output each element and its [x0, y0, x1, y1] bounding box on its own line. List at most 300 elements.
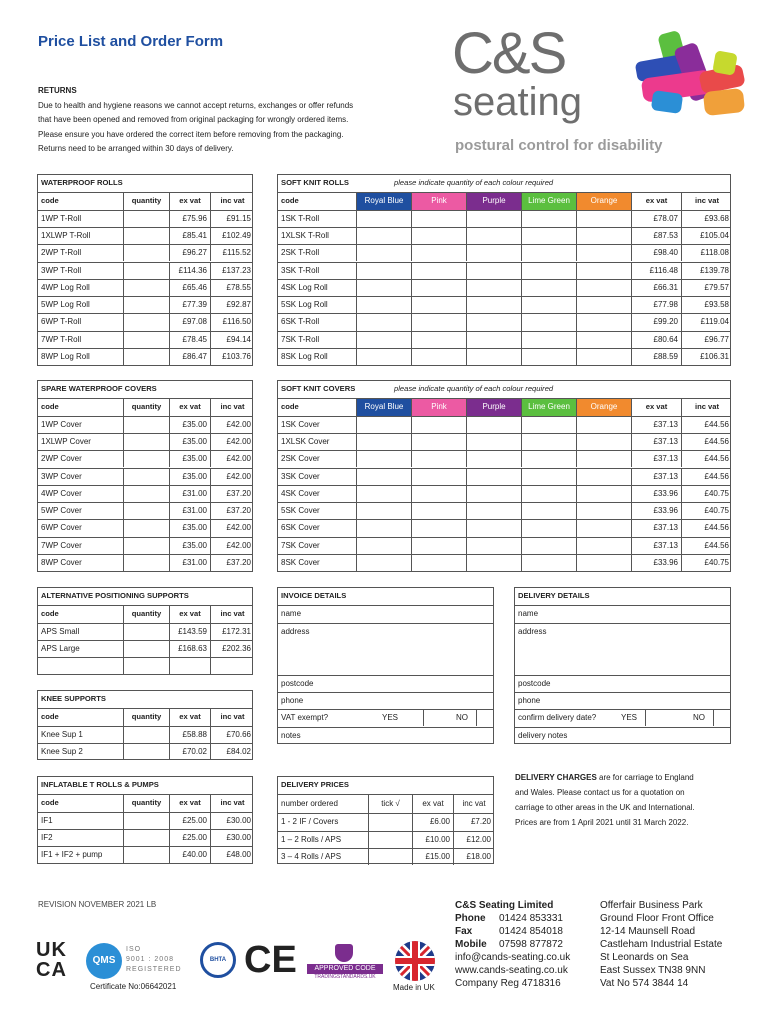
- confirm-date-label: confirm delivery date?: [518, 713, 597, 723]
- price-inc-vat: £44.56: [681, 451, 732, 467]
- quantity-input[interactable]: [123, 469, 169, 485]
- quantity-input[interactable]: [123, 314, 169, 330]
- product-code: 1XLSK Cover: [281, 436, 330, 446]
- quantity-royal-blue-input[interactable]: [356, 538, 411, 554]
- price-inc-vat: £48.00: [210, 847, 254, 863]
- table-row: [278, 331, 730, 348]
- vat-no-checkbox[interactable]: [476, 710, 494, 726]
- quantity-orange-input[interactable]: [576, 434, 631, 450]
- invoice-postcode-field[interactable]: postcode: [281, 678, 314, 688]
- product-code: IF1: [41, 815, 53, 825]
- price-ex-vat: £88.59: [631, 349, 681, 365]
- price-inc-vat: £91.15: [210, 211, 254, 227]
- confirm-no-checkbox[interactable]: [713, 710, 731, 726]
- product-code: 4SK Log Roll: [281, 282, 328, 292]
- quantity-royal-blue-input[interactable]: [356, 228, 411, 244]
- price-ex-vat: £75.96: [169, 211, 210, 227]
- approved-code-shield-icon: [335, 944, 353, 962]
- price-inc-vat: £37.20: [210, 555, 254, 571]
- table-row: [38, 846, 252, 863]
- quantity-pink-input[interactable]: [411, 417, 466, 433]
- price-ex-vat: £31.00: [169, 486, 210, 502]
- phone-number[interactable]: 01424 853331: [499, 913, 563, 924]
- email-link[interactable]: info@cands-seating.co.uk: [455, 952, 571, 963]
- product-code: IF1 + IF2 + pump: [41, 850, 103, 860]
- price-inc-vat: £44.56: [681, 469, 732, 485]
- price-inc-vat: £42.00: [210, 469, 254, 485]
- quantity-royal-blue-input[interactable]: [356, 451, 411, 467]
- quantity-royal-blue-input[interactable]: [356, 469, 411, 485]
- quantity-input[interactable]: [123, 263, 169, 279]
- delivery-phone-field[interactable]: phone: [518, 695, 541, 705]
- invoice-notes-field[interactable]: notes: [281, 730, 301, 740]
- delivery-inc-vat: £12.00: [453, 832, 494, 848]
- header-inc-vat: inc vat: [210, 606, 254, 622]
- quantity-orange-input[interactable]: [576, 228, 631, 244]
- price-inc-vat: £42.00: [210, 520, 254, 536]
- quantity-purple-input[interactable]: [466, 503, 521, 519]
- quantity-lime-green-input[interactable]: [521, 280, 576, 296]
- quantity-lime-green-input[interactable]: [521, 228, 576, 244]
- quantity-pink-input[interactable]: [411, 349, 466, 365]
- delivery-inc-vat: £18.00: [453, 849, 494, 865]
- quantity-orange-input[interactable]: [576, 263, 631, 279]
- quantity-purple-input[interactable]: [466, 332, 521, 348]
- price-ex-vat: [169, 658, 210, 674]
- quantity-lime-green-input[interactable]: [521, 263, 576, 279]
- quantity-input[interactable]: [123, 727, 169, 743]
- delivery-charges-bold: DELIVERY CHARGES: [515, 773, 597, 782]
- quantity-orange-input[interactable]: [576, 332, 631, 348]
- price-ex-vat: £65.46: [169, 280, 210, 296]
- product-code: Knee Sup 2: [41, 746, 83, 756]
- header-colour-royal-blue: Royal Blue: [356, 399, 411, 415]
- quantity-royal-blue-input[interactable]: [356, 263, 411, 279]
- delivery-title: DELIVERY DETAILS: [518, 591, 590, 600]
- header-code: code: [41, 712, 59, 722]
- product-code: [38, 658, 123, 674]
- quantity-pink-input[interactable]: [411, 228, 466, 244]
- price-ex-vat: £33.96: [631, 555, 681, 571]
- table-row: [278, 210, 730, 227]
- quantity-input[interactable]: [123, 211, 169, 227]
- ukca-mark-icon: [36, 940, 78, 984]
- table-row: [38, 829, 252, 846]
- quantity-input[interactable]: [123, 847, 169, 863]
- union-jack-icon: [394, 940, 436, 982]
- price-ex-vat: £37.13: [631, 434, 681, 450]
- quantity-lime-green-input[interactable]: [521, 555, 576, 571]
- quantity-pink-input[interactable]: [411, 263, 466, 279]
- quantity-input[interactable]: [123, 830, 169, 846]
- vat-exempt-label: VAT exempt?: [281, 713, 329, 723]
- iso-number: 9001 : 2008: [126, 956, 174, 963]
- product-code: 4WP Cover: [41, 488, 82, 498]
- quantity-input[interactable]: [123, 744, 169, 760]
- logo-word: seating: [453, 80, 582, 124]
- table-row: [278, 313, 730, 330]
- quantity-input[interactable]: [123, 641, 169, 657]
- header-inc-vat: inc vat: [681, 399, 732, 415]
- price-inc-vat: £44.56: [681, 417, 732, 433]
- quantity-purple-input[interactable]: [466, 451, 521, 467]
- quantity-pink-input[interactable]: [411, 297, 466, 313]
- header-inc-vat: inc vat: [210, 795, 254, 811]
- quantity-purple-input[interactable]: [466, 486, 521, 502]
- product-code: 1XLWP Cover: [41, 436, 91, 446]
- delivery-tick-box[interactable]: [368, 849, 412, 865]
- price-inc-vat: £30.00: [210, 830, 254, 846]
- quantity-input[interactable]: [123, 228, 169, 244]
- qms-icon: [86, 943, 122, 979]
- table-row: [38, 743, 252, 760]
- quantity-royal-blue-input[interactable]: [356, 297, 411, 313]
- product-code: 1SK T-Roll: [281, 213, 320, 223]
- product-code: 7SK T-Roll: [281, 334, 320, 344]
- table-title-row: [38, 691, 252, 708]
- address-line: East Sussex TN38 9NN: [600, 965, 706, 976]
- address-line: Offerfair Business Park: [600, 900, 703, 911]
- quantity-purple-input[interactable]: [466, 434, 521, 450]
- delivery-prices-table: [277, 776, 494, 864]
- quantity-purple-input[interactable]: [466, 555, 521, 571]
- header-ex-vat: ex vat: [169, 399, 210, 415]
- quantity-input[interactable]: [123, 503, 169, 519]
- table-row: [278, 468, 730, 485]
- quantity-lime-green-input[interactable]: [521, 332, 576, 348]
- quantity-purple-input[interactable]: [466, 280, 521, 296]
- table-row: [278, 416, 730, 433]
- confirm-yes-checkbox[interactable]: [645, 710, 665, 726]
- table-row: [38, 554, 252, 571]
- table-row: [38, 485, 252, 502]
- quantity-input[interactable]: [123, 451, 169, 467]
- product-code: 5WP Log Roll: [41, 300, 90, 310]
- table-row: [38, 502, 252, 519]
- price-inc-vat: £84.02: [210, 744, 254, 760]
- quantity-lime-green-input[interactable]: [521, 245, 576, 261]
- quantity-pink-input[interactable]: [411, 245, 466, 261]
- quantity-pink-input[interactable]: [411, 469, 466, 485]
- table-title-row: [278, 175, 730, 192]
- price-inc-vat: £42.00: [210, 538, 254, 554]
- price-ex-vat: £35.00: [169, 520, 210, 536]
- product-code: 8WP Log Roll: [41, 352, 90, 361]
- quantity-lime-green-input[interactable]: [521, 486, 576, 502]
- price-ex-vat: £98.40: [631, 245, 681, 261]
- vat-yes-checkbox[interactable]: [423, 710, 443, 726]
- header-ex-vat: ex vat: [169, 709, 210, 725]
- table-title-row: [278, 381, 730, 398]
- quantity-pink-input[interactable]: [411, 503, 466, 519]
- product-code: 6WP Cover: [41, 523, 82, 533]
- table-row: [38, 227, 252, 244]
- quantity-purple-input[interactable]: [466, 211, 521, 227]
- quantity-royal-blue-input[interactable]: [356, 434, 411, 450]
- quantity-purple-input[interactable]: [466, 349, 521, 365]
- quantity-orange-input[interactable]: [576, 520, 631, 536]
- quantity-orange-input[interactable]: [576, 245, 631, 261]
- table-row: [278, 279, 730, 296]
- quantity-lime-green-input[interactable]: [521, 211, 576, 227]
- header-quantity: quantity: [123, 399, 169, 415]
- quantity-purple-input[interactable]: [466, 245, 521, 261]
- table-row: [38, 331, 252, 348]
- product-code: 4SK Cover: [281, 488, 320, 498]
- quantity-lime-green-input[interactable]: [521, 520, 576, 536]
- delivery-name-field[interactable]: name: [518, 609, 539, 619]
- quantity-royal-blue-input[interactable]: [356, 211, 411, 227]
- table-row: [38, 450, 252, 467]
- quantity-royal-blue-input[interactable]: [356, 503, 411, 519]
- quantity-lime-green-input[interactable]: [521, 469, 576, 485]
- table-row: [278, 348, 730, 365]
- product-code: 7WP Cover: [41, 540, 82, 550]
- table-title-row: [38, 777, 252, 794]
- quantity-orange-input[interactable]: [576, 417, 631, 433]
- header-code: code: [41, 609, 59, 619]
- mobile-number[interactable]: 07598 877872: [499, 939, 563, 950]
- product-code: APS Small: [41, 626, 80, 636]
- table-row: [38, 313, 252, 330]
- price-inc-vat: £30.00: [210, 813, 254, 829]
- quantity-input[interactable]: [123, 538, 169, 554]
- quantity-royal-blue-input[interactable]: [356, 555, 411, 571]
- table-row: [278, 537, 730, 554]
- confirm-yes-label: YES: [620, 713, 637, 723]
- table-row: [278, 519, 730, 536]
- quantity-pink-input[interactable]: [411, 211, 466, 227]
- knee-supports-table: [37, 690, 253, 760]
- table-row: [278, 296, 730, 313]
- quantity-input[interactable]: [123, 486, 169, 502]
- approved-code-icon: [307, 944, 383, 982]
- table-row: [38, 812, 252, 829]
- quantity-orange-input[interactable]: [576, 503, 631, 519]
- header-colour-orange: Orange: [576, 399, 631, 415]
- qms-label: QMS: [92, 955, 116, 966]
- header-ex-vat: ex vat: [631, 193, 681, 209]
- quantity-royal-blue-input[interactable]: [356, 417, 411, 433]
- quantity-pink-input[interactable]: [411, 314, 466, 330]
- website-link[interactable]: www.cands-seating.co.uk: [455, 965, 568, 976]
- table-row: [38, 296, 252, 313]
- table-row: [38, 537, 252, 554]
- quantity-orange-input[interactable]: [576, 297, 631, 313]
- header-quantity: quantity: [123, 709, 169, 725]
- quantity-orange-input[interactable]: [576, 451, 631, 467]
- price-inc-vat: £116.50: [210, 314, 254, 330]
- header-number-ordered: number ordered: [281, 799, 338, 809]
- quantity-lime-green-input[interactable]: [521, 451, 576, 467]
- delivery-ex-vat: £6.00: [412, 814, 453, 830]
- quantity-purple-input[interactable]: [466, 263, 521, 279]
- quantity-royal-blue-input[interactable]: [356, 314, 411, 330]
- bhta-label: BHTA: [209, 957, 227, 963]
- quantity-input[interactable]: [123, 349, 169, 365]
- table-row: [38, 244, 252, 261]
- product-code: 8SK Cover: [281, 558, 320, 567]
- product-code: 7WP T-Roll: [41, 334, 82, 344]
- price-ex-vat: £31.00: [169, 555, 210, 571]
- quantity-pink-input[interactable]: [411, 538, 466, 554]
- quantity-lime-green-input[interactable]: [521, 314, 576, 330]
- quantity-input[interactable]: [123, 280, 169, 296]
- header-colour-lime-green: Lime Green: [521, 399, 576, 415]
- price-inc-vat: £37.20: [210, 486, 254, 502]
- quantity-pink-input[interactable]: [411, 451, 466, 467]
- quantity-input[interactable]: [123, 245, 169, 261]
- invoice-phone-field[interactable]: phone: [281, 695, 304, 705]
- price-ex-vat: £31.00: [169, 503, 210, 519]
- company-reg: Company Reg 4718316: [455, 978, 561, 989]
- quantity-input[interactable]: [123, 555, 169, 571]
- quantity-orange-input[interactable]: [576, 538, 631, 554]
- quantity-royal-blue-input[interactable]: [356, 486, 411, 502]
- soft-knit-rolls-table: [277, 174, 731, 366]
- product-code: 1XLWP T-Roll: [41, 230, 91, 240]
- quantity-pink-input[interactable]: [411, 280, 466, 296]
- quantity-lime-green-input[interactable]: [521, 297, 576, 313]
- quantity-input[interactable]: [123, 813, 169, 829]
- logo-tagline: postural control for disability: [455, 137, 663, 154]
- quantity-royal-blue-input[interactable]: [356, 245, 411, 261]
- ce-mark-icon: CE: [244, 939, 297, 981]
- header-code: code: [281, 196, 299, 206]
- quantity-purple-input[interactable]: [466, 314, 521, 330]
- product-code: 5WP Cover: [41, 506, 82, 516]
- price-ex-vat: £37.13: [631, 469, 681, 485]
- qms-iso-badge: [86, 943, 191, 979]
- delivery-charges-text: and Wales. Please contact us for a quotation on: [515, 788, 685, 797]
- price-inc-vat: £105.04: [681, 228, 732, 244]
- header-quantity: quantity: [123, 795, 169, 811]
- price-inc-vat: [210, 658, 254, 674]
- price-inc-vat: £78.55: [210, 280, 254, 296]
- quantity-input[interactable]: [123, 417, 169, 433]
- price-ex-vat: £35.00: [169, 417, 210, 433]
- price-inc-vat: £92.87: [210, 297, 254, 313]
- quantity-input[interactable]: [123, 658, 169, 674]
- quantity-input[interactable]: [123, 520, 169, 536]
- quantity-orange-input[interactable]: [576, 211, 631, 227]
- price-ex-vat: £85.41: [169, 228, 210, 244]
- quantity-royal-blue-input[interactable]: [356, 280, 411, 296]
- price-inc-vat: £42.00: [210, 417, 254, 433]
- delivery-address-field[interactable]: address: [518, 626, 547, 636]
- price-ex-vat: £116.48: [631, 263, 681, 279]
- quantity-royal-blue-input[interactable]: [356, 349, 411, 365]
- quantity-pink-input[interactable]: [411, 555, 466, 571]
- header-code: code: [41, 402, 59, 412]
- quantity-purple-input[interactable]: [466, 469, 521, 485]
- price-ex-vat: £70.02: [169, 744, 210, 760]
- quantity-pink-input[interactable]: [411, 434, 466, 450]
- product-code: 8SK Log Roll: [281, 352, 328, 361]
- product-code: 1XLSK T-Roll: [281, 230, 329, 240]
- phone-label: Phone: [455, 913, 486, 924]
- vat-no-label: NO: [456, 713, 468, 723]
- price-ex-vat: £33.96: [631, 486, 681, 502]
- product-code: IF2: [41, 832, 53, 842]
- returns-notice: [38, 84, 428, 157]
- certificate-number: Certificate No:06642021: [90, 982, 177, 991]
- colour-note: please indicate quantity of each colour required: [394, 178, 554, 187]
- product-code: 2SK Cover: [281, 454, 320, 464]
- quantity-orange-input[interactable]: [576, 555, 631, 571]
- logo-brand: C&S: [452, 21, 566, 86]
- vat-number: Vat No 574 3844 14: [600, 978, 689, 989]
- header-colour-royal-blue: Royal Blue: [356, 193, 411, 209]
- quantity-orange-input[interactable]: [576, 280, 631, 296]
- quantity-pink-input[interactable]: [411, 486, 466, 502]
- price-inc-vat: £202.36: [210, 641, 254, 657]
- product-code: 2WP T-Roll: [41, 248, 82, 258]
- delivery-notes-field[interactable]: delivery notes: [518, 730, 568, 740]
- product-code: 4WP Log Roll: [41, 282, 90, 292]
- invoice-title: INVOICE DETAILS: [281, 591, 347, 600]
- quantity-purple-input[interactable]: [466, 520, 521, 536]
- delivery-charges-note: [515, 770, 730, 830]
- quantity-purple-input[interactable]: [466, 228, 521, 244]
- quantity-royal-blue-input[interactable]: [356, 520, 411, 536]
- company-name: C&S Seating Limited: [455, 900, 554, 911]
- quantity-pink-input[interactable]: [411, 520, 466, 536]
- quantity-input[interactable]: [123, 297, 169, 313]
- header-inc-vat: inc vat: [210, 709, 254, 725]
- invoice-address-field[interactable]: address: [281, 626, 310, 636]
- delivery-band: 1 – 2 Rolls / APS: [281, 834, 342, 844]
- quantity-royal-blue-input[interactable]: [356, 332, 411, 348]
- price-ex-vat: £87.53: [631, 228, 681, 244]
- table-title: KNEE SUPPORTS: [41, 694, 106, 703]
- iso-registered: REGISTERED: [126, 966, 182, 973]
- price-inc-vat: £44.56: [681, 520, 732, 536]
- price-ex-vat: £80.64: [631, 332, 681, 348]
- quantity-purple-input[interactable]: [466, 538, 521, 554]
- alternative-positioning-table: [37, 587, 253, 675]
- quantity-orange-input[interactable]: [576, 314, 631, 330]
- waterproof-rolls-table: [37, 174, 253, 366]
- quantity-orange-input[interactable]: [576, 486, 631, 502]
- quantity-input[interactable]: [123, 624, 169, 640]
- table-header-row: [278, 398, 730, 415]
- product-code: 3WP Cover: [41, 471, 82, 481]
- product-code: 7SK Cover: [281, 540, 320, 550]
- delivery-postcode-field[interactable]: postcode: [518, 678, 551, 688]
- delivery-tick-box[interactable]: [368, 814, 412, 830]
- quantity-purple-input[interactable]: [466, 297, 521, 313]
- product-code: 2WP Cover: [41, 454, 82, 464]
- quantity-lime-green-input[interactable]: [521, 503, 576, 519]
- quantity-input[interactable]: [123, 332, 169, 348]
- quantity-lime-green-input[interactable]: [521, 349, 576, 365]
- quantity-lime-green-input[interactable]: [521, 417, 576, 433]
- price-ex-vat: £66.31: [631, 280, 681, 296]
- quantity-lime-green-input[interactable]: [521, 538, 576, 554]
- quantity-pink-input[interactable]: [411, 332, 466, 348]
- invoice-name-field[interactable]: name: [281, 609, 302, 619]
- quantity-orange-input[interactable]: [576, 349, 631, 365]
- delivery-tick-box[interactable]: [368, 832, 412, 848]
- quantity-orange-input[interactable]: [576, 469, 631, 485]
- quantity-lime-green-input[interactable]: [521, 434, 576, 450]
- quantity-input[interactable]: [123, 434, 169, 450]
- price-inc-vat: £119.04: [681, 314, 732, 330]
- quantity-purple-input[interactable]: [466, 417, 521, 433]
- table-title-row: [38, 588, 252, 605]
- price-inc-vat: £106.31: [681, 349, 732, 365]
